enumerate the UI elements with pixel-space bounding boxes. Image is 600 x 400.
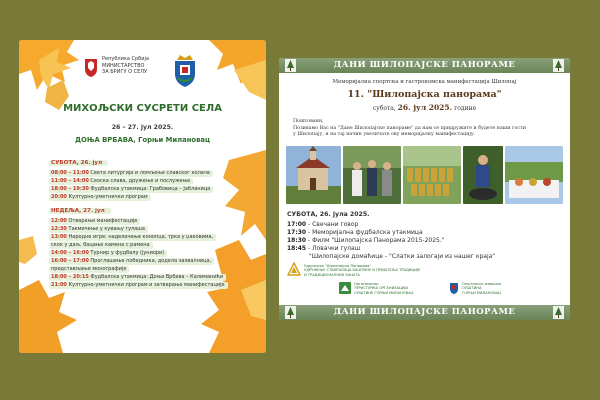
day-heading-sunday: НЕДЕЉА, 27. јул xyxy=(49,208,111,214)
tree-icon xyxy=(285,59,296,72)
schedule-item: представљање монографије xyxy=(49,266,129,273)
event-place: ДОЊА ВРБАВА, Горњи Милановац xyxy=(74,136,210,144)
program-day-heading: СУБОТА, 26. јула 2025. xyxy=(287,211,370,218)
serbia-coat-of-arms-icon xyxy=(84,58,98,78)
schedule-item: 12:00 Отварање манифестације xyxy=(49,218,140,225)
schedule-item: 21:00 Културно-уметнички програм и затварање манифестације xyxy=(49,282,228,289)
organizer-line: УДРУЖЕЊЕ СТВАРАЛАЦА БАШТИНЕ И ПРИЈАТЕЉА ТРАДИЦИЈЕ xyxy=(304,268,421,273)
organization-logo-icon xyxy=(287,262,301,276)
tree-icon xyxy=(553,306,564,319)
municipality-coat-of-arms-icon xyxy=(172,54,198,88)
tourism-logo-icon xyxy=(339,282,351,294)
schedule-item: 16:00 – 17:00 Проглашење победника, додела захвалница, xyxy=(49,258,214,265)
invitation-line: Позивамо Вас на "Дане Шилопајске панораме" да нам се придружите и будете наши гости xyxy=(293,125,526,131)
schedule-item: 11:00 – 14:00 Сеоска слава, дружење и послужење xyxy=(49,178,193,185)
food-table-photo xyxy=(505,146,563,204)
banner-text: ДАНИ ШИЛОПАЈСКЕ ПАНОРАМЕ xyxy=(333,60,516,70)
cooking-photo xyxy=(463,146,503,204)
schedule-item: 18:00 – 19:30 Фудбалска утакмица: Грабовица – Јабланица xyxy=(49,186,213,193)
program-item: 18:45 - Ловачки гулаш xyxy=(287,245,361,252)
sponsor-line: ГОРЊИ МИЛАНОВАЦ xyxy=(462,290,501,295)
invitation-line: Поштовани, xyxy=(293,119,324,124)
day-heading-saturday: СУБОТА, 26. јул xyxy=(49,160,108,166)
program-item: 17:30 - Меморијална фудбалска утакмица xyxy=(287,229,423,236)
program-item: 18:30 - Филм "Шилопајска Панорама 2015-2025." xyxy=(287,237,445,244)
banner-text: ДАНИ ШИЛОПАЈСКЕ ПАНОРАМЕ xyxy=(333,307,516,317)
schedule-item: 08:00 – 11:00 Света литургија и ломљење славског колача xyxy=(49,170,213,177)
tree-icon xyxy=(285,306,296,319)
event-subtitle: Меморијална спортска и гастрономска манифестација Шилопај xyxy=(332,79,517,85)
ministry-line: ЗА БРИГУ О СЕЛУ xyxy=(102,69,148,75)
organizer-line: И ТРАДИЦИОНАЛНИХ ЗАНАТА xyxy=(304,272,360,277)
ministry-line: МИНИСТАРСТВО xyxy=(102,62,145,69)
bottom-banner xyxy=(279,305,570,320)
top-banner xyxy=(279,58,570,73)
invitation-line: у Шилопају, и на тај начин увеличате ову меморијалну манифестацију. xyxy=(293,132,476,138)
schedule-item: 20:00 Културно-уметнички програм xyxy=(49,194,151,201)
sponsor-line: ТУРИСТИЧКА ОРГАНИЗАЦИЈА xyxy=(354,286,409,291)
schedule-item: скок у даљ, бацање камена с рамена xyxy=(49,242,153,249)
church-photo xyxy=(286,146,341,204)
tree-icon xyxy=(553,59,564,72)
municipality-logo-icon xyxy=(449,282,459,294)
event-title: МИХОЉСКИ СУСРЕТИ СЕЛА xyxy=(63,103,222,114)
football-team-photo xyxy=(403,146,461,204)
organizer-line: Удружење "Шилопајска Панорама" xyxy=(304,264,371,268)
sponsor-line: ОПШТИНА xyxy=(462,286,482,291)
organizer-info xyxy=(304,264,424,277)
invitation-text xyxy=(293,119,558,139)
schedule-item: 12:30 Такмичење у кувању гулаша xyxy=(49,226,148,233)
schedule-item: 14:00 – 16:00 Турнир у фудбалу (јуниори) xyxy=(49,250,167,257)
program-item: "Шилопајске домаћице - "Слатки залогаји из нашег краја" xyxy=(309,253,496,260)
left-event-poster xyxy=(19,40,266,353)
event-title: 11. "Шилопајска панорама" xyxy=(347,89,502,100)
sponsor-line: Општинско извршно xyxy=(462,282,502,286)
program-item: 17:00 - Свечани говор xyxy=(287,221,359,228)
ministry-line: Република Србија xyxy=(102,56,149,62)
sponsor-line: ОПШТИНЕ ГОРЊИ МИЛАНОВАЦ xyxy=(354,290,414,295)
schedule-item: 13:00 Народне игре: надвлачење конопца, трка у џаковима, xyxy=(49,234,216,241)
ministry-label xyxy=(102,56,162,76)
people-group-photo xyxy=(343,146,401,204)
sponsor-line: Организатор xyxy=(354,282,379,286)
sponsor-tourism xyxy=(354,282,434,295)
schedule-item: 18:00 – 20:15 Фудбалска утакмица: Доња Врбава – Калиманићи xyxy=(49,274,226,281)
sponsor-municipality xyxy=(462,282,542,295)
event-date: субота, 26. јул 2025. године xyxy=(372,103,477,112)
event-dates: 26 – 27. јул 2025. xyxy=(111,124,174,131)
right-event-poster xyxy=(279,58,570,320)
